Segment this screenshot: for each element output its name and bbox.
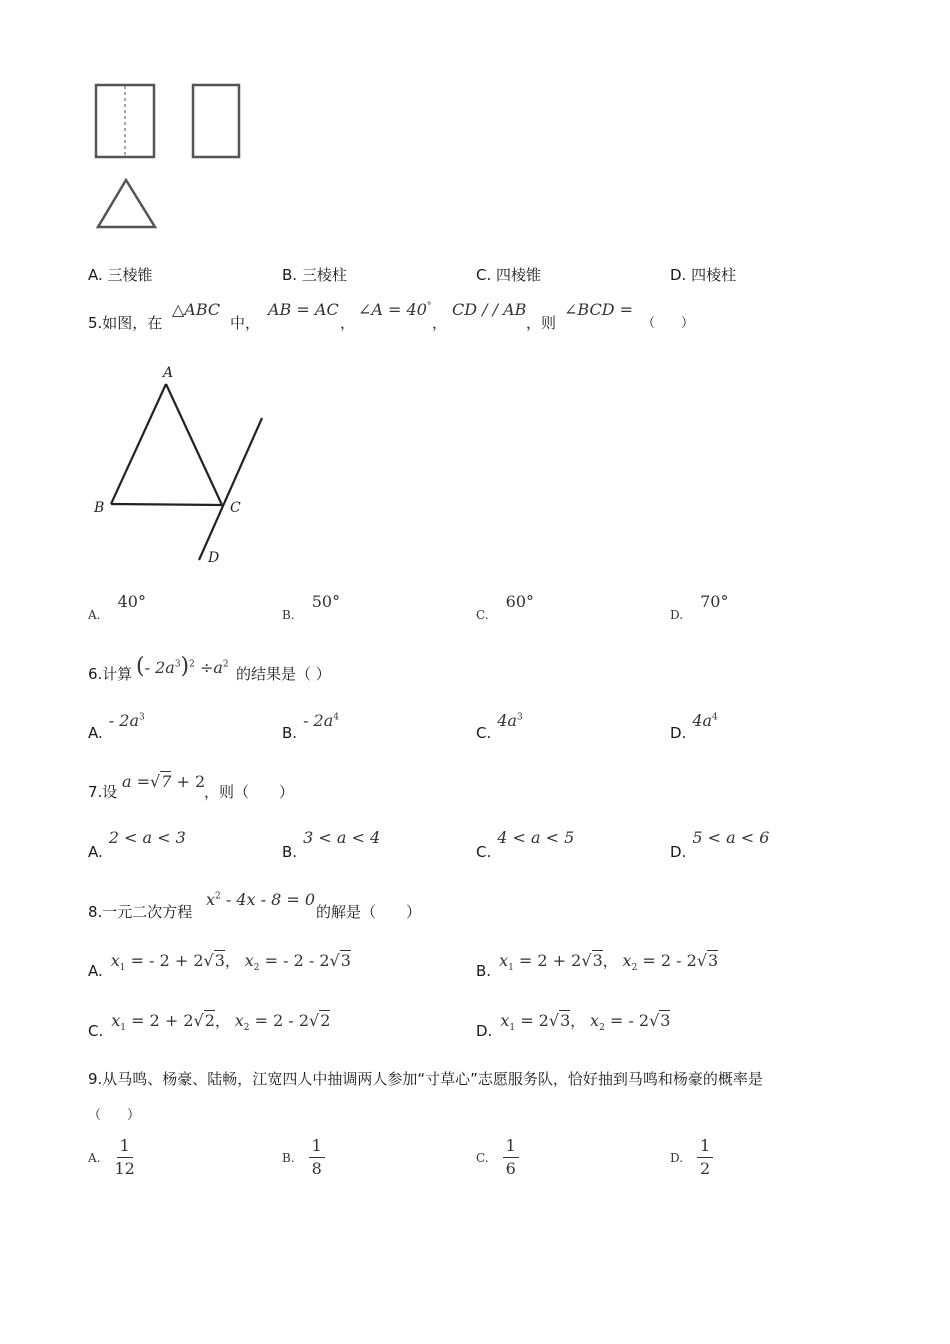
q9-option-b[interactable]: B. $\frac{1}{8}$ bbox=[282, 1136, 325, 1180]
q5-eq4: ∠BCD = bbox=[564, 300, 634, 319]
side-bc bbox=[111, 504, 222, 505]
label-d: D bbox=[208, 550, 220, 566]
q7-suffix: ，则（ ） bbox=[204, 783, 295, 801]
q8-option-c[interactable]: $C.x_1 = 2 + 2√2$， $x_2 = 2 - 2√2$ bbox=[88, 1011, 331, 1040]
q5-eq2: ∠A = 40° bbox=[358, 300, 432, 319]
q7-option-a[interactable]: A.2 < a < 3 bbox=[88, 828, 186, 861]
q5-then: ，则 bbox=[526, 314, 557, 332]
top-view-triangle bbox=[98, 180, 155, 227]
q5-mid: 中， bbox=[230, 314, 261, 332]
q7-prefix: 7.设 bbox=[88, 783, 118, 801]
side-ab bbox=[111, 384, 166, 504]
q8-suffix: 的解是（ ） bbox=[316, 903, 422, 921]
q6-option-a[interactable]: A.- $2a^3$ bbox=[88, 711, 145, 742]
q5-option-d[interactable]: $_{D.}$ 70° bbox=[670, 592, 729, 622]
q5-eq3: CD / / AB bbox=[452, 300, 527, 319]
label-b: B bbox=[94, 500, 105, 516]
q5-option-a[interactable]: $_{A.}$ 40° bbox=[88, 592, 146, 622]
q7-option-b[interactable]: B.3 < a < 4 bbox=[282, 828, 381, 861]
q6-option-b[interactable]: B.- $2a^4$ bbox=[282, 711, 340, 742]
q8-option-b[interactable]: $B.x_1 = 2 + 2√3$， $x_2 = 2 - 2√3$ bbox=[476, 951, 719, 980]
q9-option-a[interactable]: A. $\frac{1}{12}$ bbox=[88, 1136, 135, 1178]
q5-prefix: 5.如图，在 bbox=[88, 314, 163, 332]
q5-sep1: ， bbox=[340, 314, 356, 332]
q8-option-d[interactable]: $D.x_1 = 2√3$， $x_2$ = - 2√3 bbox=[476, 1011, 671, 1040]
q4-option-b[interactable]: B. 三棱柱 bbox=[282, 266, 347, 284]
q7-option-d[interactable]: D.5 < a < 6 bbox=[670, 828, 770, 861]
q4-option-c[interactable]: C. 四棱锥 bbox=[476, 266, 542, 284]
q9-stem-line2: （ ） bbox=[88, 1108, 141, 1123]
q5-triangle-figure bbox=[90, 360, 290, 570]
side-view-rect bbox=[193, 85, 239, 157]
q9-option-c[interactable]: C. $\frac{1}{6}$ bbox=[476, 1136, 519, 1180]
q4-option-d[interactable]: D. 四棱柱 bbox=[670, 266, 737, 284]
q5-paren: （ ） bbox=[642, 316, 695, 331]
label-c: C bbox=[230, 500, 241, 516]
q6-option-c[interactable]: $C.4a^3$ bbox=[476, 711, 523, 742]
q8-equation: $x^2 - 4x - 8 = 0$ bbox=[206, 890, 316, 909]
q5-sep2: ， bbox=[432, 314, 448, 332]
q9-stem-line1: 9.从马鸣、杨豪、陆畅，江宽四人中抽调两人参加“寸草心”志愿服务队，恰好抽到马鸣和杨豪的概率是 bbox=[88, 1070, 763, 1088]
q5-eq1: AB = AC bbox=[268, 300, 339, 319]
q5-option-b[interactable]: $_{B.}$ 50° bbox=[282, 592, 341, 622]
three-views-figure bbox=[88, 80, 258, 235]
q6-suffix: 的结果是（ ） bbox=[236, 665, 331, 683]
q6-expression: (- $2a^3)^2 \div a^2$ bbox=[136, 654, 229, 679]
line-cd bbox=[199, 418, 262, 560]
q6-prefix: 6.计算 bbox=[88, 665, 133, 683]
side-ac bbox=[166, 384, 222, 505]
q9-option-d[interactable]: D. $\frac{1}{2}$ bbox=[670, 1136, 713, 1180]
q4-option-a[interactable]: A. 三棱锥 bbox=[88, 266, 153, 284]
q6-option-d[interactable]: $D.4a^4$ bbox=[670, 711, 718, 742]
q8-option-a[interactable]: $A.x_1$ = - 2 + 2√3， $x_2$ = - 2 - 2√3 bbox=[88, 951, 351, 980]
q5-triangle: △ABC bbox=[172, 300, 221, 319]
q7-expression: a =√7 + 2 bbox=[122, 772, 206, 791]
label-a: A bbox=[163, 365, 174, 381]
q8-prefix: 8.一元二次方程 bbox=[88, 903, 193, 921]
q5-option-c[interactable]: $_{C.}$ 60° bbox=[476, 592, 535, 622]
q7-option-c[interactable]: C.4 < a < 5 bbox=[476, 828, 575, 861]
